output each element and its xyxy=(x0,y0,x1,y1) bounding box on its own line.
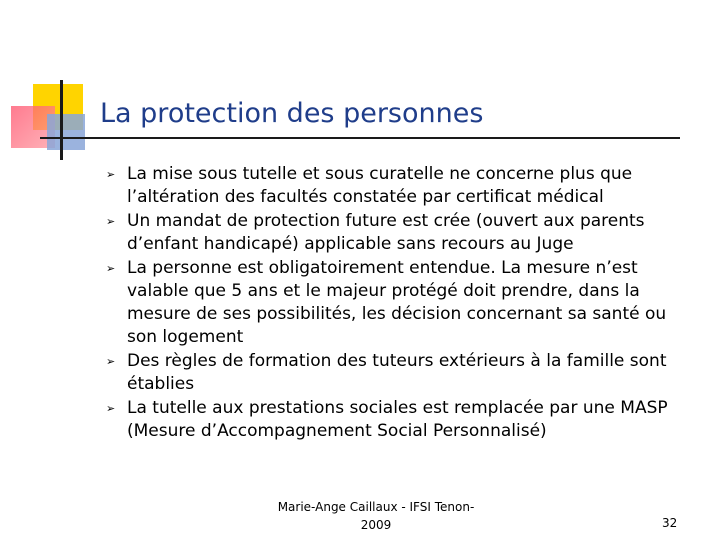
bullet-text: Un mandat de protection future est crée (ouvert aux parents d’enfant handicapé) applicable sans recours au Juge xyxy=(127,211,645,254)
arrowhead-bullet-icon: ➢ xyxy=(106,168,116,181)
title-underline xyxy=(40,137,680,139)
arrowhead-bullet-icon: ➢ xyxy=(106,215,116,228)
bullet-text: La tutelle aux prestations sociales est remplacée par une MASP (Mesure d’Accompagnement Social Personnalisé) xyxy=(127,398,668,441)
arrowhead-bullet-icon: ➢ xyxy=(106,262,116,275)
bullet-item xyxy=(106,397,696,443)
bullet-item xyxy=(106,257,696,349)
bullet-list xyxy=(106,163,696,444)
decor-vertical-line xyxy=(60,80,63,160)
bullet-item xyxy=(106,163,696,209)
bullet-text: La personne est obligatoirement entendue. La mesure n’est valable que 5 ans et le majeur protégé doit prendre, dans la mesure de ses possibilités, les décision concernant sa santé ou son logement xyxy=(127,258,667,347)
slide-footer: Marie-Ange Caillaux - IFSI Tenon-2009 xyxy=(277,500,475,532)
bullet-item xyxy=(106,210,696,256)
arrowhead-bullet-icon: ➢ xyxy=(106,355,116,368)
arrowhead-bullet-icon: ➢ xyxy=(106,402,116,415)
bullet-item xyxy=(106,350,696,396)
bullet-text: La mise sous tutelle et sous curatelle ne concerne plus que l’altération des facultés constatée par certificat médical xyxy=(127,164,633,207)
page-number: 32 xyxy=(662,516,678,530)
bullet-text: Des règles de formation des tuteurs extérieurs à la famille sont établies xyxy=(127,351,667,394)
slide-title: La protection des personnes xyxy=(100,98,484,129)
decor-blue-square xyxy=(47,114,85,150)
